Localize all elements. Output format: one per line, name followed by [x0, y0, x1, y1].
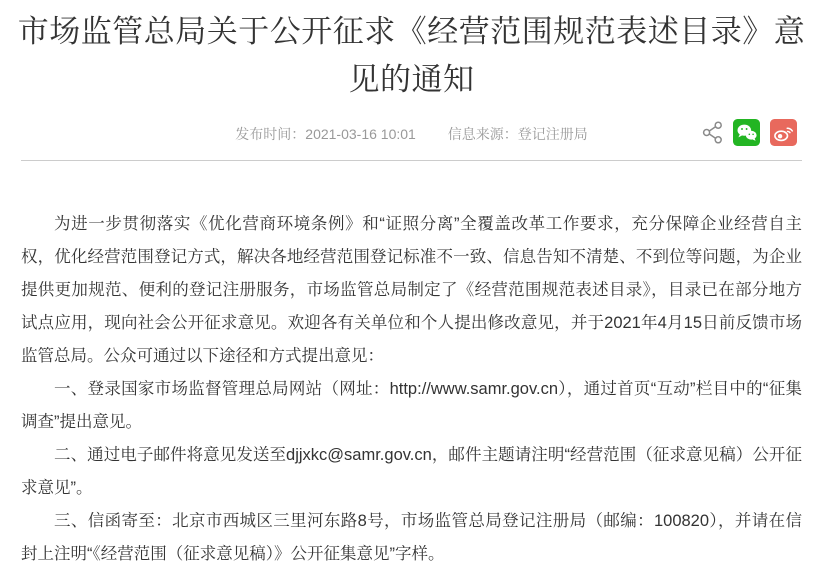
page-title: 市场监管总局关于公开征求《经营范围规范表述目录》意见的通知 — [17, 14, 806, 97]
share-bar — [692, 116, 797, 148]
info-source — [448, 120, 588, 148]
wechat-share-button[interactable] — [733, 119, 760, 146]
article-paragraph-channel-2: 二、通过电子邮件将意见发送至djjxkc@samr.gov.cn，邮件主题请注明“经营范围（征求意见稿）公开征求意见”。 — [21, 446, 802, 497]
article-paragraph-intro: 为进一步贯彻落实《优化营商环境条例》和“证照分离”全覆盖改革工作要求，充分保障企业经营自主权，优化经营范围登记方式，解决各地经营范围登记标准不一致、信息告知不清楚、不到位等问题，为企业提供更加规范、便利的登记注册服务，市场监管总局制定了《经营范围规范表述目录》，目录已在部分地方试点应用，现向社会公开征求意见。欢迎各有关单位和个人提出修改意见，并于2021年4月15日前反馈市场监管总局。公众可通过以下途径和方式提出意见： — [21, 215, 802, 365]
article-body — [0, 161, 823, 568]
article-paragraph-channel-3: 三、信函寄至：北京市西城区三里河东路8号，市场监管总局登记注册局（邮编：100820），并请在信封上注明“《经营范围（征求意见稿）》公开征集意见”字样。 — [21, 512, 802, 563]
share-button[interactable] — [702, 121, 723, 144]
meta-row — [0, 120, 823, 148]
share-nodes-icon — [702, 121, 723, 144]
info-source-value: 登记注册局 — [517, 126, 588, 142]
wechat-icon — [733, 119, 760, 146]
publish-time — [235, 120, 416, 148]
info-source-label: 信息来源： — [447, 126, 518, 142]
article-paragraph-channel-1: 一、登录国家市场监督管理总局网站（网址：http://www.samr.gov.cn），通过首页“互动”栏目中的“征集调查”提出意见。 — [21, 380, 802, 431]
publish-time-label: 发布时间： — [235, 126, 306, 142]
publish-time-value: 2021-03-16 10:01 — [305, 126, 416, 142]
weibo-icon — [770, 119, 797, 146]
weibo-share-button[interactable] — [770, 119, 797, 146]
